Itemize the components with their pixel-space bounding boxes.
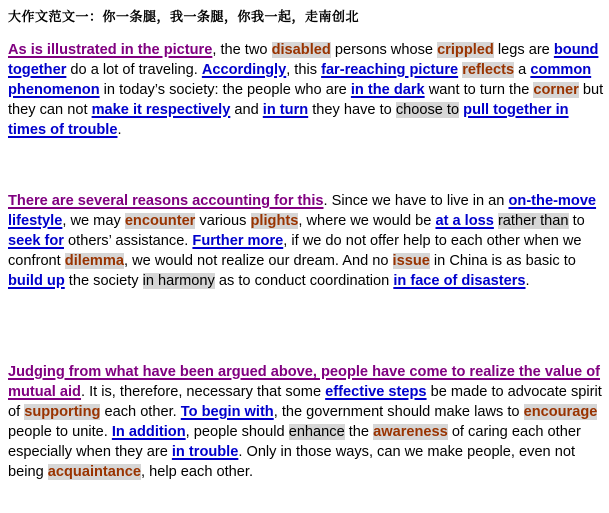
- body-text: persons whose: [330, 42, 438, 58]
- highlighted-phrase: seek for: [8, 233, 64, 249]
- body-text: , if we do not offer help to each other when we confront: [8, 233, 582, 269]
- highlighted-word: plights: [250, 213, 299, 229]
- shaded-phrase: enhance: [288, 424, 345, 440]
- body-text: , we would not realize our dream. And no: [124, 253, 393, 269]
- body-text: . It is, therefore, necessary that some: [80, 384, 326, 400]
- highlighted-word: disabled: [271, 42, 331, 58]
- body-text: but they can not: [8, 82, 604, 118]
- topic-sentence: Judging from what have been argued above, people have come to realize the value of mutual aid: [8, 364, 601, 400]
- highlighted-word: supporting: [24, 404, 101, 420]
- body-text: , help each other.: [141, 464, 254, 480]
- body-text: various: [195, 213, 251, 229]
- highlighted-word: dilemma: [64, 253, 125, 269]
- highlighted-phrase: common phenomenon: [8, 62, 592, 98]
- topic-sentence: As is illustrated in the picture: [8, 42, 213, 58]
- body-text: .: [117, 122, 122, 138]
- highlighted-phrase: bound together: [8, 42, 599, 78]
- highlighted-phrase: in turn: [262, 102, 309, 118]
- body-text: the: [344, 424, 374, 440]
- body-text: and: [230, 102, 263, 118]
- highlighted-word: awareness: [373, 424, 448, 440]
- body-text: legs are: [493, 42, 554, 58]
- shaded-phrase: choose to: [395, 102, 460, 118]
- essay-paragraph-3: [8, 362, 604, 482]
- highlighted-phrase: in the dark: [350, 82, 425, 98]
- essay-paragraph-2: [8, 191, 604, 291]
- highlighted-phrase: effective steps: [325, 384, 427, 400]
- body-text: in today’s society: the people who are: [99, 82, 351, 98]
- highlighted-phrase: at a loss: [435, 213, 494, 229]
- highlighted-word: corner: [533, 82, 579, 98]
- body-text: of caring each other especially when they are: [8, 424, 581, 460]
- highlighted-word: reflects: [462, 62, 515, 78]
- highlighted-phrase: in trouble: [171, 444, 239, 460]
- highlighted-word: acquaintance: [47, 464, 142, 480]
- body-text: , where we would be: [298, 213, 436, 229]
- body-text: , we may: [62, 213, 125, 229]
- body-text: , the government should make laws to: [273, 404, 524, 420]
- highlighted-phrase: Accordingly: [201, 62, 287, 78]
- body-text: others’ assistance.: [63, 233, 193, 249]
- body-text: they have to: [308, 102, 396, 118]
- highlighted-phrase: Further more: [192, 233, 284, 249]
- highlighted-word: crippled: [437, 42, 494, 58]
- body-text: want to turn the: [424, 82, 534, 98]
- highlighted-phrase: build up: [8, 273, 65, 289]
- topic-sentence: There are several reasons accounting for this: [8, 193, 324, 209]
- body-text: a: [514, 62, 531, 78]
- body-text: .: [525, 273, 530, 289]
- body-text: , people should: [185, 424, 289, 440]
- shaded-phrase: rather than: [497, 213, 569, 229]
- highlighted-word: encourage: [523, 404, 598, 420]
- highlighted-phrase: in face of disasters: [393, 273, 526, 289]
- body-text: . Only in those ways, can we make people, even not being: [8, 444, 576, 480]
- shaded-phrase: in harmony: [142, 273, 215, 289]
- body-text: each other.: [100, 404, 181, 420]
- body-text: , the two: [212, 42, 272, 58]
- body-text: do a lot of traveling.: [66, 62, 202, 78]
- essay-paragraph-1: [8, 40, 604, 140]
- document-title: 大作文范文一：你一条腿，我一条腿，你我一起，走南创北: [8, 10, 360, 25]
- highlighted-phrase: make it respectively: [91, 102, 231, 118]
- highlighted-phrase: In addition: [111, 424, 186, 440]
- highlighted-word: issue: [392, 253, 430, 269]
- highlighted-phrase: far-reaching picture: [321, 62, 459, 78]
- highlighted-phrase: pull together in times of trouble: [8, 102, 569, 138]
- body-text: be made to advocate spirit of: [8, 384, 602, 420]
- highlighted-word: encounter: [124, 213, 196, 229]
- body-text: the society: [64, 273, 143, 289]
- highlighted-phrase: on-the-move lifestyle: [8, 193, 597, 229]
- body-text: , this: [286, 62, 322, 78]
- highlighted-phrase: To begin with: [180, 404, 274, 420]
- body-text: in China is as basic to: [429, 253, 576, 269]
- body-text: to: [568, 213, 585, 229]
- body-text: as to conduct coordination: [214, 273, 394, 289]
- body-text: . Since we have to live in an: [323, 193, 509, 209]
- body-text: people to unite.: [8, 424, 112, 440]
